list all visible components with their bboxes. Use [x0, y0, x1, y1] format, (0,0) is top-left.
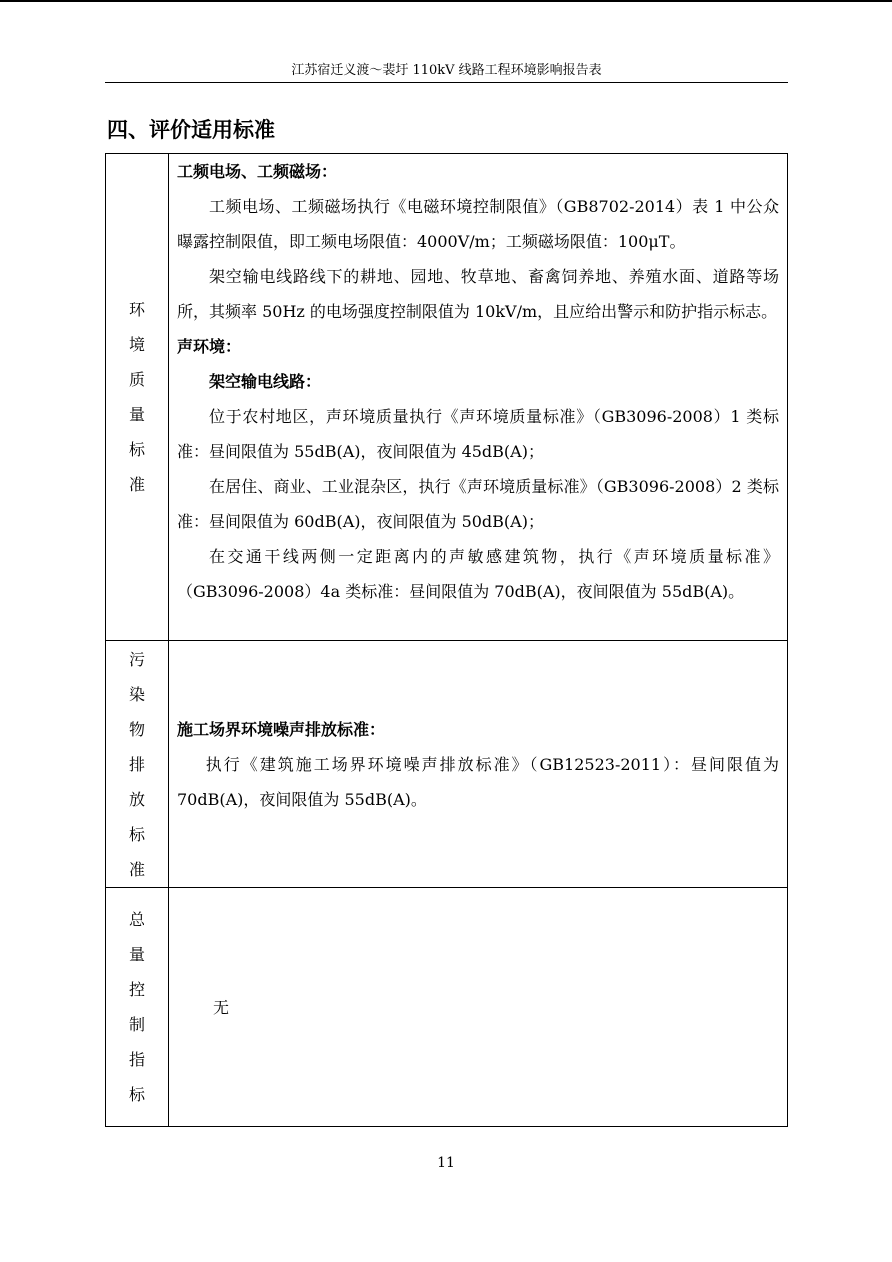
label-char: 制 — [128, 1015, 145, 1034]
subheading-construction-noise: 施工场界环境噪声排放标准： — [177, 719, 386, 739]
label-char: 排 — [128, 754, 145, 774]
table-row-total-control — [106, 888, 788, 1127]
subheading-noise: 声环境： — [177, 337, 242, 356]
label-char: 指 — [128, 1050, 145, 1069]
label-char: 控 — [128, 980, 145, 999]
label-char: 标 — [128, 440, 145, 459]
section-heading: 四、评价适用标准 — [107, 118, 275, 142]
label-char: 标 — [128, 824, 145, 844]
table-row-env-quality — [106, 154, 788, 641]
label-char: 准 — [128, 475, 145, 494]
label-char: 环 — [128, 300, 145, 319]
label-char: 量 — [128, 405, 145, 424]
row-label-emission — [106, 641, 169, 888]
label-char: 质 — [128, 370, 145, 389]
running-header: 江苏宿迁义渡～裴圩 110kV 线路工程环境影响报告表 — [291, 63, 602, 78]
table-row-emission — [106, 641, 788, 888]
paragraph-none: 无 — [213, 997, 230, 1017]
label-char: 污 — [128, 649, 145, 669]
row-label-total-control — [106, 888, 169, 1127]
paragraph-class2: 在居住、商业、工业混杂区，执行《声环境质量标准》（GB3096-2008）2 类标准：昼间限值为 60dB(A)，夜间限值为 50dB(A)； — [177, 477, 779, 531]
label-char: 准 — [128, 859, 145, 879]
header-rule — [105, 82, 788, 83]
page-number: 11 — [437, 1155, 455, 1171]
paragraph-class4a: 在交通干线两侧一定距离内的声敏感建筑物，执行《声环境质量标准》（GB3096-2008）4a 类标准：昼间限值为 70dB(A)，夜间限值为 55dB(A)。 — [177, 547, 779, 601]
label-char: 境 — [128, 335, 145, 354]
row-content-env-quality — [169, 154, 788, 641]
label-char: 量 — [128, 945, 145, 964]
paragraph-overhead-field: 架空输电线路线下的耕地、园地、牧草地、畜禽饲养地、养殖水面、道路等场所，其频率 50Hz 的电场强度控制限值为 10kV/m，且应给出警示和防护指示标志。 — [177, 267, 779, 321]
label-char: 放 — [128, 789, 145, 809]
row-label-env-quality — [106, 154, 169, 641]
label-char: 染 — [128, 684, 145, 704]
subheading-overhead-line: 架空输电线路： — [209, 372, 322, 391]
paragraph-emf-limits: 工频电场、工频磁场执行《电磁环境控制限值》（GB8702-2014）表 1 中公众曝露控制限值，即工频电场限值：4000V/m；工频磁场限值：100μT。 — [177, 197, 779, 251]
label-char: 物 — [128, 719, 145, 739]
label-char: 标 — [128, 1085, 145, 1104]
standards-table — [105, 153, 788, 1127]
top-border-line — [0, 0, 892, 2]
paragraph-construction-noise: 执行《建筑施工场界环境噪声排放标准》（GB12523-2011）：昼间限值为 70dB(A)，夜间限值为 55dB(A)。 — [177, 754, 779, 809]
row-content-total-control — [169, 888, 788, 1127]
label-char: 总 — [128, 910, 145, 929]
row-content-emission — [169, 641, 788, 888]
paragraph-class1: 位于农村地区，声环境质量执行《声环境质量标准》（GB3096-2008）1 类标准：昼间限值为 55dB(A)，夜间限值为 45dB(A)； — [177, 407, 779, 461]
subheading-emf: 工频电场、工频磁场： — [177, 162, 338, 181]
